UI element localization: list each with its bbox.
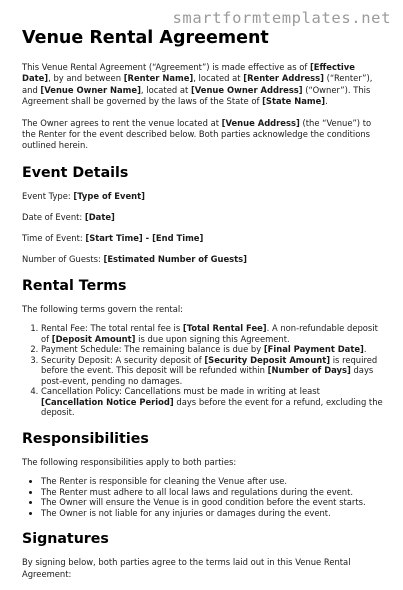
intro-text: , by and between <box>48 73 124 84</box>
guest-count-line <box>22 254 384 265</box>
intro-text: , located at <box>140 84 191 95</box>
signatures-lead: By signing below, both parties agree to the terms laid out in this Venue Rental Agreement: <box>22 557 351 579</box>
refund-days-placeholder: [Number of Days] <box>267 365 351 376</box>
list-item <box>41 344 384 355</box>
intro-text: . <box>325 96 328 107</box>
term-text: Cancellation Policy: Cancellations must be made in writing at least <box>41 386 320 397</box>
guest-count-label: Number of Guests: <box>22 253 104 264</box>
term-text: is due upon signing this Agreement. <box>135 333 290 344</box>
list-item: • The Renter must adhere to all local laws and regulations during the event. <box>41 487 384 498</box>
effective-date-placeholder: [Effective Date] <box>22 62 355 84</box>
responsibilities-lead: The following responsibilities apply to both parties: <box>22 456 237 467</box>
intro-paragraph <box>22 62 384 108</box>
renter-name-placeholder: [Renter Name] <box>123 73 194 84</box>
term-text: Payment Schedule: The remaining balance is due by <box>41 344 264 355</box>
state-name-placeholder: [State Name] <box>262 96 326 107</box>
event-type-value: [Type of Event] <box>73 190 145 201</box>
list-item: • The Owner will ensure the Venue is in good condition before the event starts. <box>41 497 384 508</box>
event-time-value: [Start Time] - [End Time] <box>85 232 204 243</box>
event-date-label: Date of Event: <box>22 211 85 222</box>
term-text: Security Deposit: A security deposit of <box>41 354 205 365</box>
term-text: Rental Fee: The total rental fee is <box>41 323 183 334</box>
event-type-line <box>22 191 384 202</box>
security-deposit-placeholder: [Security Deposit Amount] <box>204 354 331 365</box>
term-text: days before the event for a refund, excluding the deposit. <box>41 396 383 418</box>
event-date-line <box>22 212 384 223</box>
term-text: days post-event, pending no damages. <box>41 365 374 386</box>
intro-text: , located at <box>193 73 244 84</box>
intro-text: (“Renter”), and <box>22 73 373 95</box>
event-details-heading: Event Details <box>22 164 129 181</box>
cancellation-period-placeholder: [Cancellation Notice Period] <box>41 396 174 407</box>
guest-count-value: [Estimated Number of Guests] <box>103 253 247 264</box>
list-item: • The Owner is not liable for any injuries or damages during the event. <box>41 508 384 519</box>
owner-name-placeholder: [Venue Owner Name] <box>40 84 141 95</box>
rental-terms-heading: Rental Terms <box>22 277 127 294</box>
responsibilities-list <box>22 476 384 518</box>
venue-paragraph <box>22 118 384 152</box>
event-type-label: Event Type: <box>22 190 74 201</box>
venue-text: (the “Venue”) to the Renter for the event described below. Both parties acknowledge the conditions outlined herein. <box>22 117 372 151</box>
term-text: is required before the event. This deposit will be refunded within <box>41 354 378 376</box>
deposit-amount-placeholder: [Deposit Amount] <box>51 333 136 344</box>
intro-text: (“Owner”). This Agreement shall be governed by the laws of the State of <box>22 84 371 107</box>
owner-address-placeholder: [Venue Owner Address] <box>190 84 303 95</box>
rental-terms-list <box>22 323 384 418</box>
event-time-label: Time of Event: <box>22 232 86 243</box>
signatures-heading: Signatures <box>22 531 109 548</box>
event-time-line <box>22 233 384 244</box>
total-rental-fee-placeholder: [Total Rental Fee] <box>182 323 267 334</box>
list-item <box>41 386 384 418</box>
list-item <box>41 323 384 344</box>
term-text: . A non-refundable deposit of <box>41 323 378 344</box>
document <box>22 27 384 590</box>
rental-terms-lead: The following terms govern the rental: <box>22 303 183 314</box>
page-title: Venue Rental Agreement <box>22 28 269 48</box>
venue-text: The Owner agrees to rent the venue located at <box>22 117 222 128</box>
responsibilities-heading: Responsibilities <box>22 430 149 447</box>
watermark: smartformtemplates.net <box>172 9 391 27</box>
list-item: • The Renter is responsible for cleaning the Venue after use. <box>41 476 384 487</box>
event-date-value: [Date] <box>84 211 115 222</box>
intro-text: This Venue Rental Agreement (“Agreement”) is made effective as of <box>22 62 310 72</box>
venue-address-placeholder: [Venue Address] <box>221 117 300 128</box>
final-payment-date-placeholder: [Final Payment Date] <box>263 344 364 355</box>
list-item <box>41 355 384 387</box>
term-text: . <box>363 344 367 355</box>
renter-address-placeholder: [Renter Address] <box>243 73 324 84</box>
